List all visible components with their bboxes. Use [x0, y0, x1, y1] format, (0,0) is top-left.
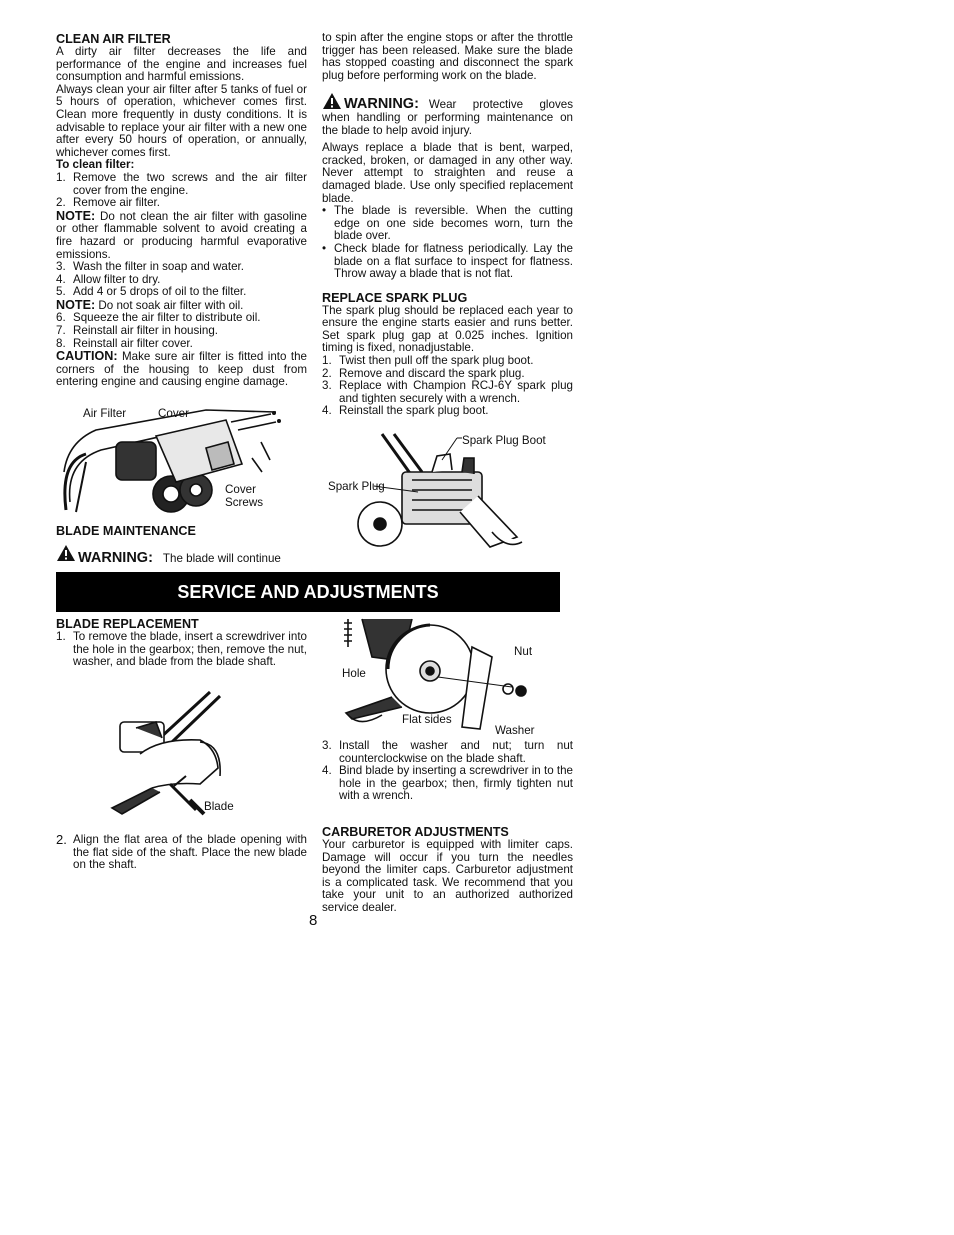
list-item: 3. Replace with Champion RCJ-6Y spark plug and tighten securely with a wrench. — [322, 379, 573, 405]
page-number: 8 — [309, 912, 318, 929]
warning-icon — [322, 92, 342, 110]
list-item: 3. Install the washer and nut; turn nut counterclockwise on the blade shaft. — [322, 739, 573, 765]
blade-replacement-step2 — [56, 834, 307, 872]
left-column — [56, 32, 307, 389]
list-item: 2. Remove and discard the spark plug. — [322, 366, 525, 380]
list-item: 2. Remove air filter. — [56, 196, 160, 210]
label-cover-screws-2: Screws — [225, 496, 264, 509]
blade-maintenance-heading: BLADE MAINTENANCE — [56, 524, 196, 538]
list-item: 1. Twist then pull off the spark plug boot. — [322, 354, 534, 368]
carburetor-text: Your carburetor is equipped with limiter caps. Damage will occur if you turn the needles beyond the limiter caps. Carburetor adjustment is a complicated task. We recommend that you take your unit to an authorized authorized service dealer. — [322, 837, 573, 914]
clean-steps-a — [56, 172, 307, 210]
blade-replacement-column — [56, 617, 307, 669]
clean-air-filter-schedule: Always clean your air filter after 5 tanks of fuel or 5 hours of operation, whichever comes first. Clean more frequently in dusty conditions. It is advisable to replace your air filter with a new one after every 50 hours of operation, or annually, whichever comes first. — [56, 82, 307, 159]
blade-removal-illustration — [100, 688, 260, 818]
warning-icon — [56, 544, 76, 562]
label-hole: Hole — [342, 667, 366, 680]
label-flat-sides: Flat sides — [402, 713, 452, 726]
spark-plug-illustration — [322, 432, 562, 554]
right-bottom-column — [322, 740, 573, 915]
section-banner: SERVICE AND ADJUSTMENTS — [56, 572, 560, 612]
label-spark-plug-boot: Spark Plug Boot — [462, 434, 546, 447]
carburetor-heading: CARBURETOR ADJUSTMENTS — [322, 824, 509, 839]
list-item: 8. Reinstall air filter cover. — [56, 336, 193, 350]
label-air-filter: Air Filter — [83, 407, 127, 420]
blade-replacement-heading: BLADE REPLACEMENT — [56, 617, 199, 631]
list-item: 4. Reinstall the spark plug boot. — [322, 404, 489, 418]
spark-plug-intro: The spark plug should be replaced each year to ensure the engine starts easier and runs better. Set spark plug gap at 0.025 inches. Ignition timing is fixed, nonadjustable. — [322, 303, 573, 355]
clean-air-filter-heading: CLEAN AIR FILTER — [56, 32, 171, 46]
blade-warning-continued: to spin after the engine stops or after the throttle trigger has been released. Make sure the blade has stopped coasting and disconnect the spark plug before performing work on the blade. — [322, 31, 573, 82]
caution-fit: CAUTION: Make sure air filter is fitted into the corners of the housing to keep dust from entering engine and causing engine damage. — [56, 349, 307, 389]
note-oil: NOTE: Do not soak air filter with oil. — [56, 297, 244, 312]
label-nut: Nut — [514, 645, 533, 658]
list-item: 4. Allow filter to dry. — [56, 272, 161, 286]
list-item: 1. To remove the blade, insert a screwdriver into the hole in the gearbox; then, remove the nut, washer, and blade from the blade shaft. — [56, 630, 307, 669]
list-item: • Check blade for flatness periodically. Lay the blade on a flat surface to inspect for flatness. Throw away a blade that is not flat. — [322, 241, 573, 281]
list-item: 1. Remove the two screws and the air filter cover from the engine. — [56, 170, 307, 197]
list-item: • The blade is reversible. When the cutting edge on one side becomes worn, turn the blade over. — [322, 204, 573, 243]
to-clean-filter-subheading: To clean filter: — [56, 158, 135, 172]
blade-bullets — [322, 205, 573, 281]
list-item: 3. Wash the filter in soap and water. — [56, 260, 244, 274]
air-filter-figure — [56, 402, 306, 514]
label-blade: Blade — [204, 800, 234, 813]
list-item: 2. Align the flat area of the blade opening with the flat side of the shaft. Place the new blade on the shaft. — [56, 832, 307, 872]
list-item: 6. Squeeze the air filter to distribute oil. — [56, 311, 261, 325]
blade-replacement-step2-wrap — [56, 834, 307, 872]
right-column — [322, 32, 573, 418]
label-washer: Washer — [495, 724, 535, 737]
blade-removal-figure — [100, 688, 260, 818]
blade-replace-advice: Always replace a blade that is bent, warped, cracked, broken, or damaged in any other way. Never attempt to straighten and reuse a damaged blade. Use only specified replacement blade. — [322, 141, 573, 205]
clean-air-filter-intro: A dirty air filter decreases the life and performance of the engine and increases fuel consumption and harmful emissions. — [56, 45, 307, 84]
blade-replacement-steps-34 — [322, 740, 573, 803]
blade-maintenance-start — [56, 524, 307, 566]
label-spark-plug: Spark Plug — [328, 480, 385, 493]
spark-plug-steps — [322, 355, 573, 418]
gloves-warning: WARNING: Wear protective gloves when handling or performing maintenance on the blade to help avoid injury. — [322, 92, 573, 137]
clean-steps-c — [56, 312, 307, 350]
spark-plug-figure — [322, 432, 562, 554]
blade-assembly-figure — [322, 617, 572, 739]
label-cover: Cover — [158, 407, 189, 420]
blade-warning: WARNING: The blade will continue — [56, 544, 307, 566]
blade-replacement-step1 — [56, 631, 307, 669]
note-flammable: NOTE: Do not clean the air filter with gasoline or other flammable solvent to avoid creating a fire hazard or producing harmful evaporative emissions. — [56, 208, 307, 261]
spark-plug-heading: REPLACE SPARK PLUG — [322, 290, 468, 305]
list-item: 4. Bind blade by inserting a screwdriver in to the hole in the gearbox; then, firmly tighten nut with a wrench. — [322, 764, 573, 803]
clean-steps-b — [56, 261, 307, 299]
list-item: 5. Add 4 or 5 drops of oil to the filter. — [56, 285, 247, 299]
label-cover-screws-1: Cover — [225, 483, 256, 496]
list-item: 7. Reinstall air filter in housing. — [56, 324, 218, 338]
